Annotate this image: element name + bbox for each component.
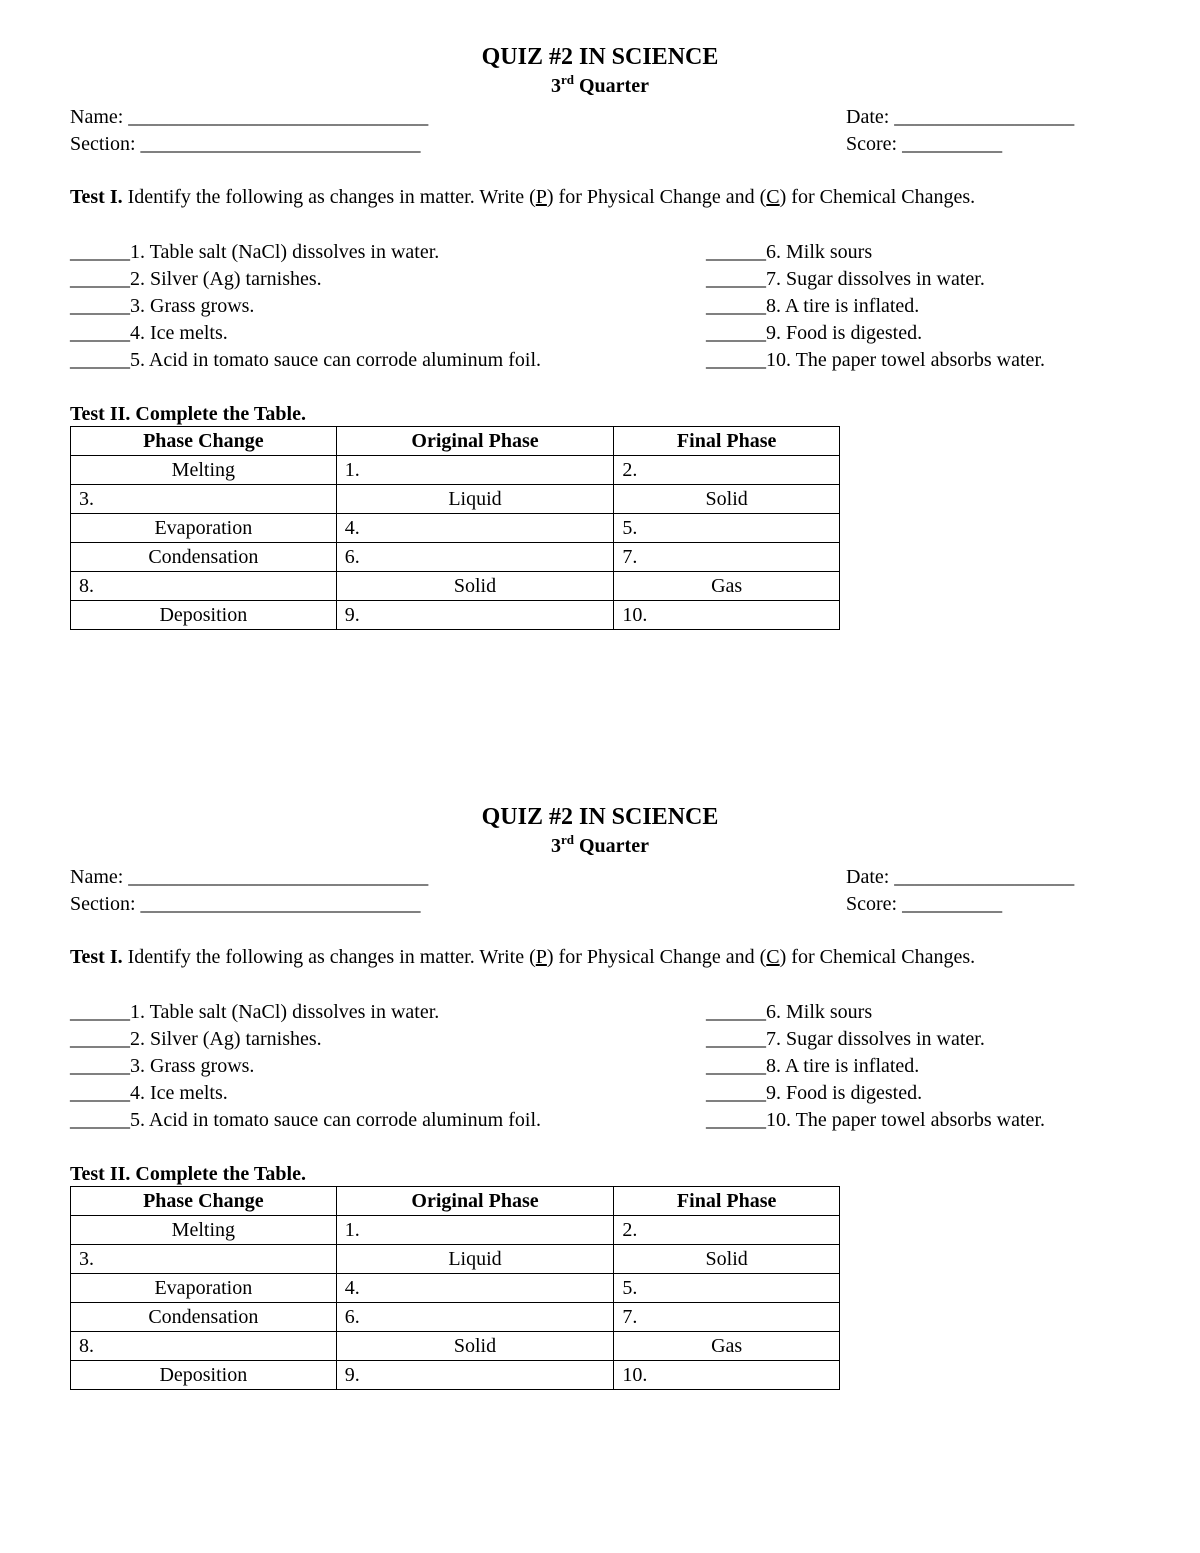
table-cell[interactable]: 6. [336,543,614,572]
table-cell: Melting [71,456,337,485]
test2-heading: Test II. Complete the Table. [70,1163,306,1185]
score-field[interactable]: Score: __________ [846,893,1003,915]
table-cell: Evaporation [71,514,337,543]
test1-item[interactable]: ______5. Acid in tomato sauce can corrode aluminum foil. [70,349,541,371]
table-cell: Solid [614,485,840,514]
table-row [71,1216,840,1245]
test1-item[interactable]: ______4. Ice melts. [70,1082,228,1104]
date-field[interactable]: Date: __________________ [846,106,1075,128]
table-row [71,1245,840,1274]
table-cell[interactable]: 7. [614,543,840,572]
section-field[interactable]: Section: ____________________________ [70,893,421,915]
test1-item[interactable]: ______2. Silver (Ag) tarnishes. [70,268,322,290]
test1-instructions [70,943,1110,971]
quarter-number: 3 [551,835,561,857]
table-cell: Condensation [71,543,337,572]
phase-change-table [70,1186,840,1390]
test1-item[interactable]: ______6. Milk sours [706,241,873,263]
quiz-subtitle [0,833,1200,859]
table-cell: Solid [336,572,614,601]
quarter-word: Quarter [579,835,649,857]
instr-text: ) for Physical Change and ( [546,946,767,968]
table-cell: Condensation [71,1303,337,1332]
table-row [71,543,840,572]
chemical-code: C [766,946,780,968]
table-row [71,1361,840,1390]
test1-item[interactable]: ______10. The paper towel absorbs water. [706,349,1045,371]
test1-heading: Test I. [70,186,123,208]
table-cell: Deposition [71,601,337,630]
table-cell[interactable]: 4. [336,1274,614,1303]
table-cell[interactable]: 3. [71,485,337,514]
quiz-sheet-2 [0,760,1200,1460]
table-cell: Liquid [336,1245,614,1274]
table-row [71,514,840,543]
test1-item[interactable]: ______10. The paper towel absorbs water. [706,1109,1045,1131]
column-header: Phase Change [71,427,337,456]
table-row [71,1332,840,1361]
table-cell: Gas [614,572,840,601]
test1-item[interactable]: ______3. Grass grows. [70,295,255,317]
test1-item[interactable]: ______8. A tire is inflated. [706,1055,920,1077]
column-header: Phase Change [71,1187,337,1216]
table-cell[interactable]: 3. [71,1245,337,1274]
table-cell[interactable]: 1. [336,456,614,485]
table-cell[interactable]: 1. [336,1216,614,1245]
quiz-subtitle [0,73,1200,99]
quiz-title: QUIZ #2 IN SCIENCE [481,804,719,830]
table-cell: Solid [614,1245,840,1274]
test1-item[interactable]: ______3. Grass grows. [70,1055,255,1077]
table-header-row [71,1187,840,1216]
table-cell: Solid [336,1332,614,1361]
instr-text: ) for Chemical Changes. [779,186,976,208]
quiz-title: QUIZ #2 IN SCIENCE [481,44,719,70]
instr-text: ) for Chemical Changes. [779,946,976,968]
quarter-word: Quarter [579,75,649,97]
table-cell: Evaporation [71,1274,337,1303]
test2-heading: Test II. Complete the Table. [70,403,306,425]
table-row [71,485,840,514]
column-header: Final Phase [614,427,840,456]
test1-item[interactable]: ______1. Table salt (NaCl) dissolves in water. [70,241,440,263]
test1-item[interactable]: ______6. Milk sours [706,1001,873,1023]
column-header: Original Phase [336,1187,614,1216]
table-cell[interactable]: 10. [614,601,840,630]
section-field[interactable]: Section: ____________________________ [70,133,421,155]
date-field[interactable]: Date: __________________ [846,866,1075,888]
table-cell[interactable]: 7. [614,1303,840,1332]
test1-item[interactable]: ______8. A tire is inflated. [706,295,920,317]
quarter-suffix: rd [561,72,574,87]
table-cell: Melting [71,1216,337,1245]
table-cell: Gas [614,1332,840,1361]
table-cell[interactable]: 2. [614,456,840,485]
test1-item[interactable]: ______2. Silver (Ag) tarnishes. [70,1028,322,1050]
test1-item[interactable]: ______7. Sugar dissolves in water. [706,1028,985,1050]
table-cell[interactable]: 9. [336,601,614,630]
table-cell: Liquid [336,485,614,514]
name-field[interactable]: Name: ______________________________ [70,866,429,888]
test1-instructions [70,183,1110,211]
test1-heading: Test I. [70,946,123,968]
table-cell: Deposition [71,1361,337,1390]
test1-item[interactable]: ______1. Table salt (NaCl) dissolves in water. [70,1001,440,1023]
test1-item[interactable]: ______7. Sugar dissolves in water. [706,268,985,290]
quiz-sheet-1 [0,0,1200,700]
table-header-row [71,427,840,456]
column-header: Final Phase [614,1187,840,1216]
table-row [71,456,840,485]
instr-text: ) for Physical Change and ( [546,186,767,208]
table-row [71,601,840,630]
table-row [71,572,840,601]
table-cell[interactable]: 6. [336,1303,614,1332]
table-cell[interactable]: 5. [614,514,840,543]
table-cell[interactable]: 8. [71,1332,337,1361]
table-cell[interactable]: 4. [336,514,614,543]
table-cell[interactable]: 8. [71,572,337,601]
test1-item[interactable]: ______9. Food is digested. [706,1082,923,1104]
score-field[interactable]: Score: __________ [846,133,1003,155]
table-cell[interactable]: 9. [336,1361,614,1390]
quarter-number: 3 [551,75,561,97]
test1-item[interactable]: ______4. Ice melts. [70,322,228,344]
table-cell[interactable]: 5. [614,1274,840,1303]
test1-item[interactable]: ______5. Acid in tomato sauce can corrode aluminum foil. [70,1109,541,1131]
table-cell[interactable]: 10. [614,1361,840,1390]
name-field[interactable]: Name: ______________________________ [70,106,429,128]
table-row [71,1303,840,1332]
quarter-suffix: rd [561,832,574,847]
physical-code: P [535,946,547,968]
phase-change-table [70,426,840,630]
chemical-code: C [766,186,780,208]
instr-text: Identify the following as changes in matter. Write ( [122,946,536,968]
table-cell[interactable]: 2. [614,1216,840,1245]
physical-code: P [535,186,547,208]
table-row [71,1274,840,1303]
column-header: Original Phase [336,427,614,456]
instr-text: Identify the following as changes in matter. Write ( [122,186,536,208]
test1-item[interactable]: ______9. Food is digested. [706,322,923,344]
